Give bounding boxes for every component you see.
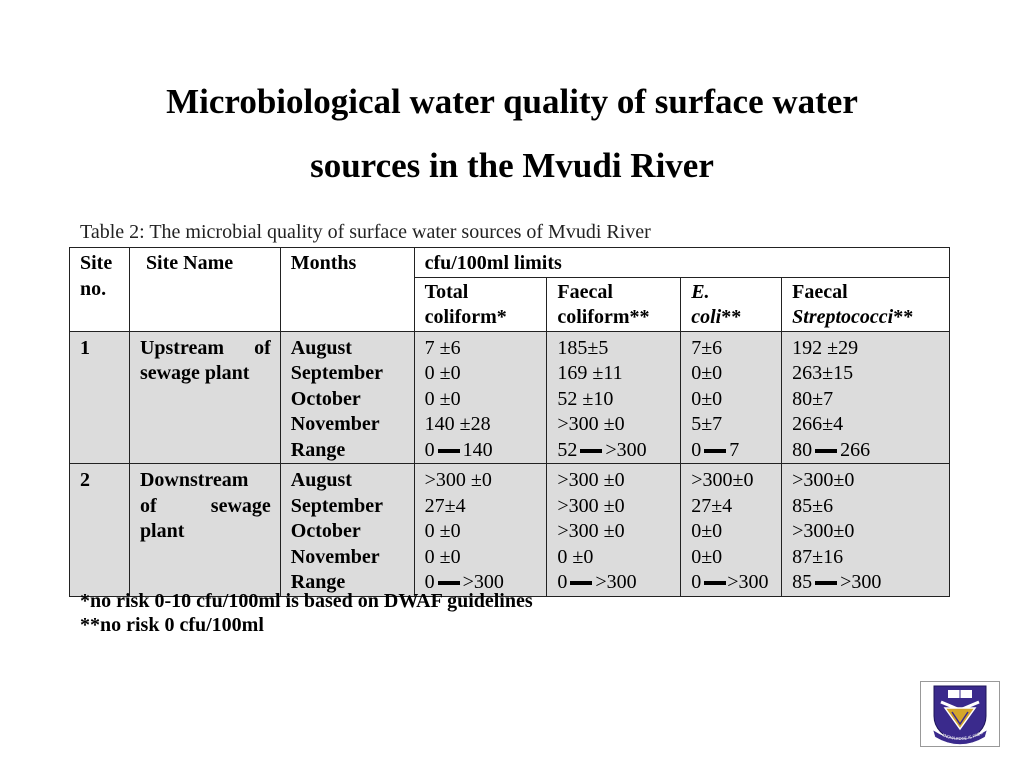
water-quality-table: [69, 247, 950, 597]
streptococci-cell: >300±0 85±6 >300±0 87±16 85 >300: [782, 464, 950, 597]
site-name-cell: Downstream of sewage plant: [129, 464, 280, 597]
faecal-coliform-cell: 185±5 169 ±11 52 ±10 >300 ±0 52 >300: [547, 331, 681, 464]
range-dash: [438, 581, 460, 585]
footnote: *no risk 0-10 cfu/100ml is based on DWAF guidelines: [80, 590, 533, 612]
table-footnotes: [80, 589, 533, 637]
header-months: Months: [280, 248, 414, 332]
months-cell: August September October November Range: [280, 464, 414, 597]
range-value: 0 7: [691, 438, 740, 461]
faecal-coliform-cell: >300 ±0 >300 ±0 >300 ±0 0 ±0 0 >300: [547, 464, 681, 597]
slide-title-line-2: sources in the Mvudi River: [310, 146, 714, 185]
header-site-name: Site Name: [129, 248, 280, 332]
total-coliform-cell: 7 ±6 0 ±0 0 ±0 140 ±28 0 140: [414, 331, 547, 464]
slide-title-line-1: Microbiological water quality of surface water: [166, 82, 858, 121]
site-no-cell: 2: [70, 464, 130, 597]
range-dash: [438, 449, 460, 453]
e-coli-cell: 7±6 0±0 0±0 5±7 0 7: [681, 331, 782, 464]
header-faecal-coliform: Faecal coliform**: [547, 277, 681, 331]
streptococci-cell: 192 ±29 263±15 80±7 266±4 80 266: [782, 331, 950, 464]
range-value: 85 >300: [792, 571, 882, 593]
range-dash: [704, 449, 726, 453]
university-logo: [920, 681, 1000, 747]
header-total-coliform: Total coliform*: [414, 277, 547, 331]
header-faecal-streptococci: Faecal Streptococci**: [782, 277, 950, 331]
total-coliform-cell: >300 ±0 27±4 0 ±0 0 ±0 0 >300: [414, 464, 547, 597]
range-dash: [570, 581, 592, 585]
header-site-no: Site no.: [70, 248, 130, 332]
range-value: 0 >300: [557, 571, 637, 593]
site-no-cell: 1: [70, 331, 130, 464]
months-cell: August September October November Range: [280, 331, 414, 464]
range-value: 0 >300: [691, 571, 769, 593]
footnote: **no risk 0 cfu/100ml: [80, 614, 264, 636]
table-row: [70, 331, 950, 464]
logo-motto: KNOWLEDGE IS PREC: [941, 729, 984, 742]
table-caption: Table 2: The microbial quality of surface water sources of Mvudi River: [80, 221, 651, 243]
range-dash: [580, 449, 602, 453]
range-value: 0 >300: [424, 571, 504, 593]
range-dash: [815, 581, 837, 585]
university-crest-icon: [921, 682, 999, 746]
site-name-cell: Upstream of sewage plant: [129, 331, 280, 464]
range-value: 52 >300: [557, 438, 647, 461]
header-e-coli: E. coli**: [681, 277, 782, 331]
header-limits: cfu/100ml limits: [414, 248, 949, 278]
range-value: 80 266: [792, 438, 871, 461]
range-dash: [704, 581, 726, 585]
range-value: 0 140: [424, 438, 493, 461]
table-row: [70, 464, 950, 597]
e-coli-cell: >300±0 27±4 0±0 0±0 0 >300: [681, 464, 782, 597]
range-dash: [815, 449, 837, 453]
